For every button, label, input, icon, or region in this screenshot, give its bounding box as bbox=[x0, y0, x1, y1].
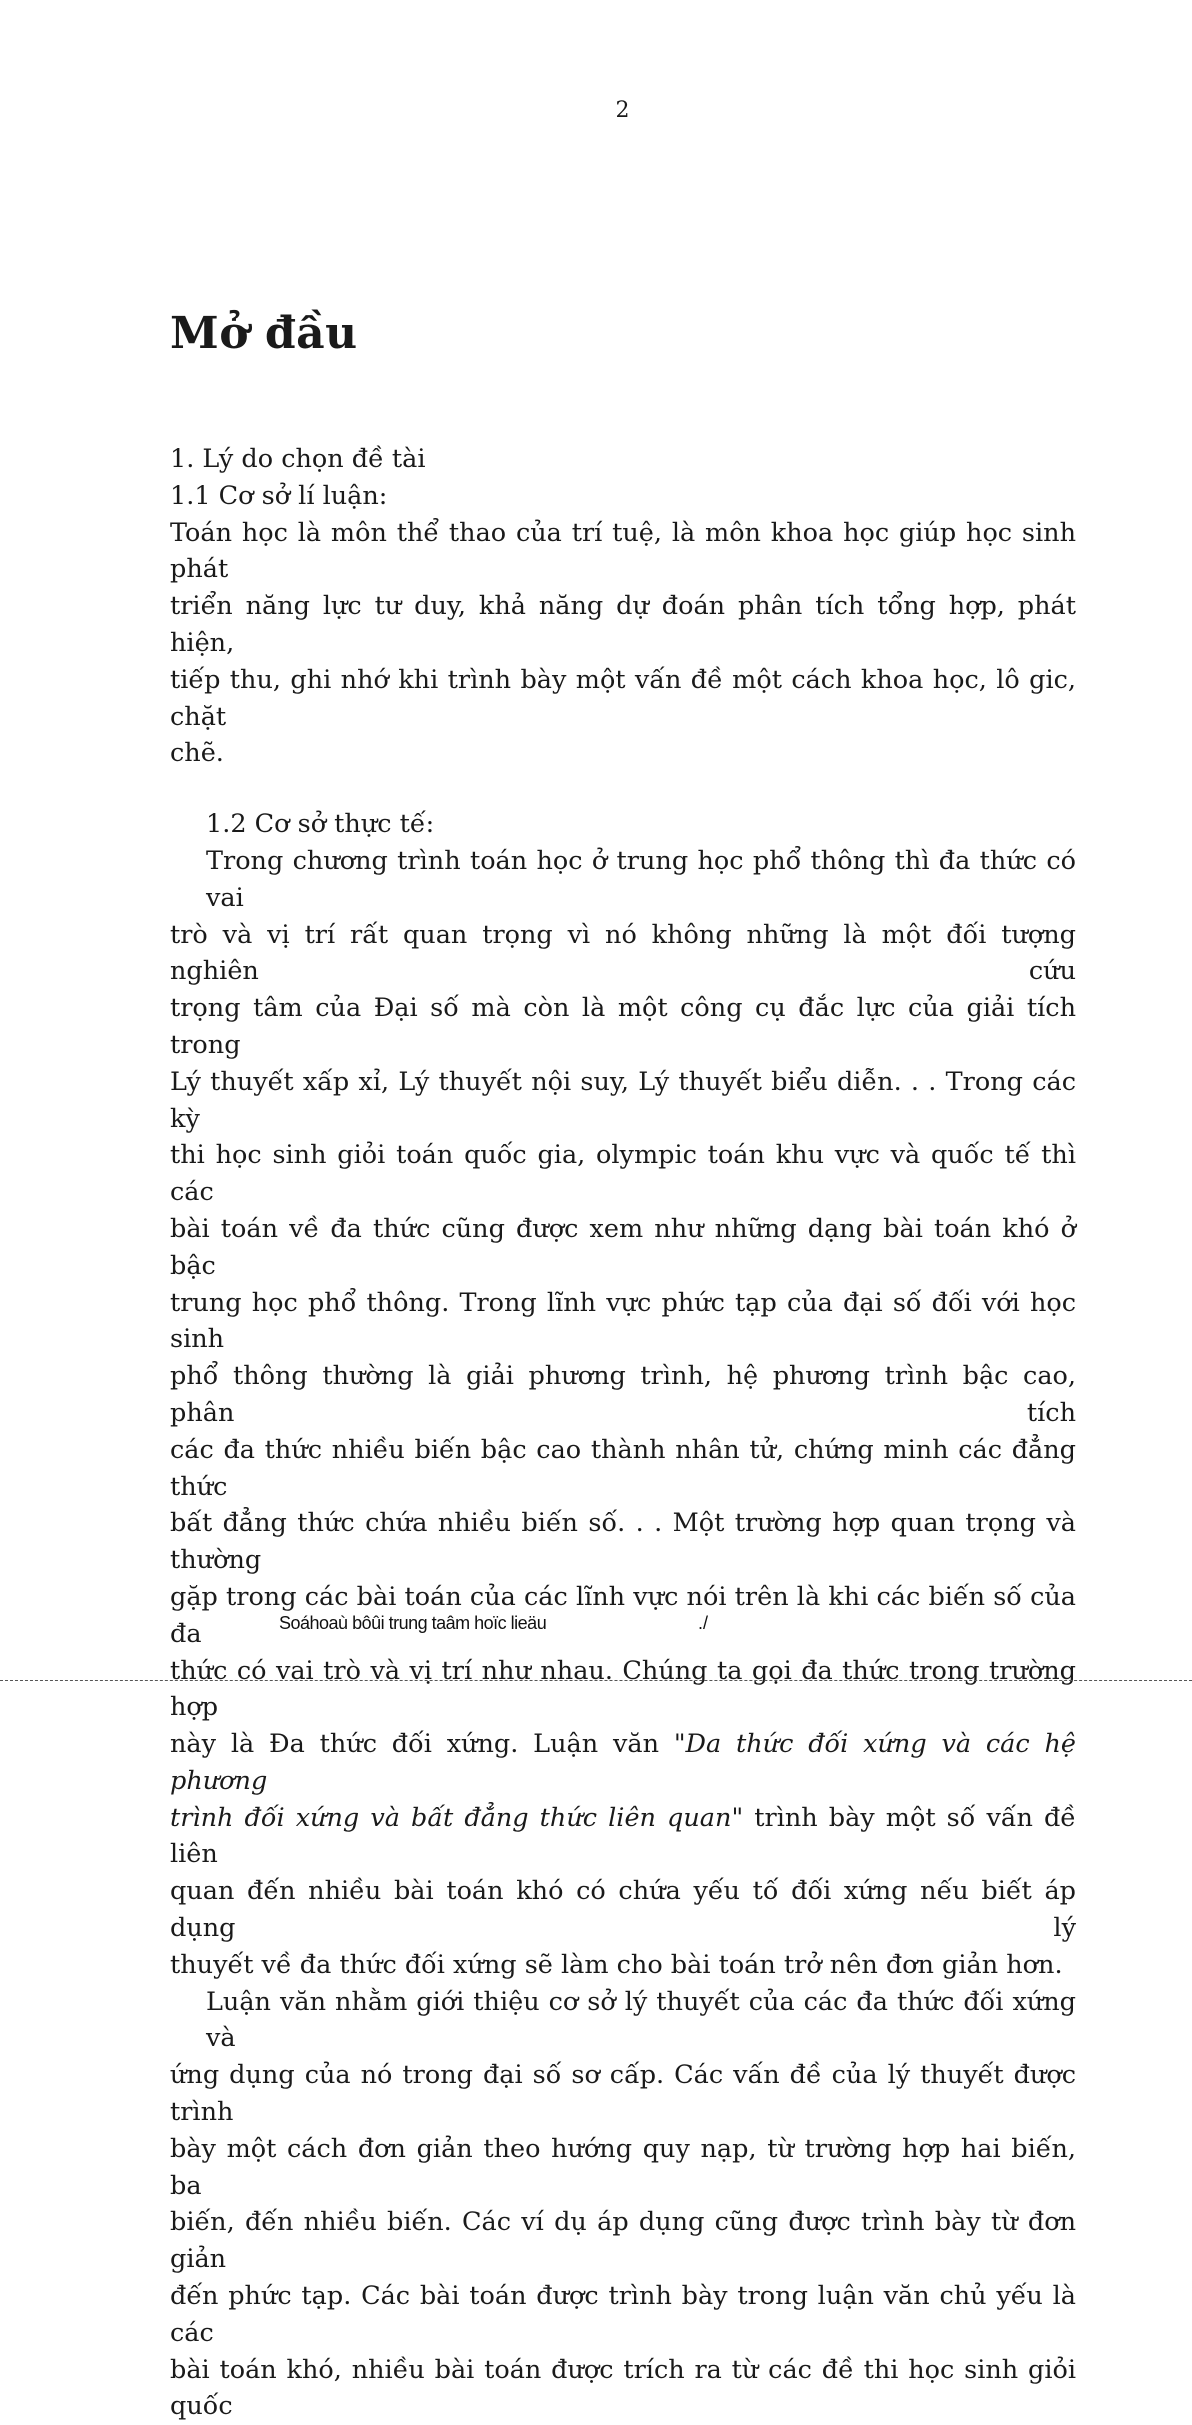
paragraph-line: đến phức tạp. Các bài toán được trình bày trong luận văn chủ yếu là các bbox=[170, 2281, 1076, 2348]
paragraph-line: Lý thuyết xấp xỉ, Lý thuyết nội suy, Lý thuyết biểu diễn. . . Trong các kỳ bbox=[170, 1066, 1076, 1134]
paragraph-line: Toán học là môn thể thao của trí tuệ, là môn khoa học giúp học sinh phát bbox=[170, 517, 1076, 585]
footer-rule bbox=[0, 1680, 1192, 1681]
paragraph-line: Luận văn nhằm giới thiệu cơ sở lý thuyết của các đa thức đối xứng và bbox=[206, 1986, 1076, 2054]
footer-watermark-text: Soáhoaù bôûi trung taâm hoïc lieäu bbox=[279, 1613, 547, 1633]
paragraph-line bbox=[170, 1726, 1076, 1800]
paragraph-line: thuyết về đa thức đối xứng sẽ làm cho bài toán trở nên đơn giản hơn. bbox=[170, 1949, 1063, 1980]
line-text: " trình bày một số vấn đề liên bbox=[170, 1802, 1076, 1870]
paragraph-line: biến, đến nhiều biến. Các ví dụ áp dụng cũng được trình bày từ đơn giản bbox=[170, 2207, 1076, 2275]
paragraph-line: thi học sinh giỏi toán quốc gia, olympic toán khu vực và quốc tế thì các bbox=[170, 1140, 1076, 1208]
paragraph-line: thức có vai trò và vị trí như nhau. Chúng ta gọi đa thức trong trường hợp bbox=[170, 1655, 1076, 1723]
paragraph-line: gặp trong các bài toán của các lĩnh vực nói trên là khi các biến số của đa bbox=[170, 1581, 1076, 1649]
paragraph-line: các đa thức nhiều biến bậc cao thành nhân tử, chứng minh các đẳng thức bbox=[170, 1434, 1076, 1502]
paragraph-gap bbox=[170, 772, 1076, 806]
subsection-heading: 1.2 Cơ sở thực tế: bbox=[206, 809, 435, 840]
paragraph-line: bất đẳng thức chứa nhiều biến số. . . Một trường hợp quan trọng và thường bbox=[170, 1508, 1076, 1576]
paragraph-line: tiếp thu, ghi nhớ khi trình bày một vấn đề một cách khoa học, lô gic, chặt bbox=[170, 664, 1076, 732]
paragraph-line: trọng tâm của Đại số mà còn là một công cụ đắc lực của giải tích trong bbox=[170, 993, 1076, 1060]
section-heading: 1. Lý do chọn đề tài bbox=[170, 444, 426, 474]
paragraph-line: bày một cách đơn giản theo hướng quy nạp, từ trường hợp hai biến, ba bbox=[170, 2133, 1076, 2201]
page-number: 2 bbox=[615, 98, 630, 123]
paragraph-line: bài toán khó, nhiều bài toán được trích ra từ các đề thi học sinh giỏi quốc bbox=[170, 2354, 1076, 2422]
footer-mark: ./ bbox=[698, 1613, 709, 1633]
paragraph-line: bài toán về đa thức cũng được xem như những dạng bài toán khó ở bậc bbox=[170, 1213, 1076, 1281]
thesis-title-italic: Da thức đối xứng và các hệ phương bbox=[170, 1729, 1076, 1796]
paragraph-line: phổ thông thường là giải phương trình, hệ phương trình bậc cao, phân tích bbox=[170, 1361, 1076, 1428]
paragraph-line: trung học phổ thông. Trong lĩnh vực phức tạp của đại số đối với học sinh bbox=[170, 1287, 1076, 1355]
paragraph-line: quan đến nhiều bài toán khó có chứa yếu tố đối xứng nếu biết áp dụng lý bbox=[170, 1876, 1076, 1944]
thesis-title-italic: trình đối xứng và bất đẳng thức liên quan bbox=[170, 1802, 732, 1833]
subsection-heading: 1.1 Cơ sở lí luận: bbox=[170, 480, 388, 511]
chapter-title: Mở đầu bbox=[170, 308, 358, 359]
paragraph-line: Trong chương trình toán học ở trung học phổ thông thì đa thức có vai bbox=[206, 845, 1076, 913]
paragraph-line: chẽ. bbox=[170, 738, 224, 769]
paragraph-line: ứng dụng của nó trong đại số sơ cấp. Các vấn đề của lý thuyết được trình bbox=[170, 2060, 1076, 2128]
body-text bbox=[170, 441, 1076, 2425]
paragraph-line: triển năng lực tư duy, khả năng dự đoán phân tích tổng hợp, phát hiện, bbox=[170, 591, 1076, 658]
paragraph-line bbox=[170, 1800, 1076, 1874]
paragraph-line: trò và vị trí rất quan trọng vì nó không những là một đối tượng nghiên cứu bbox=[170, 919, 1076, 987]
line-text: này là Đa thức đối xứng. Luận văn " bbox=[170, 1729, 686, 1760]
